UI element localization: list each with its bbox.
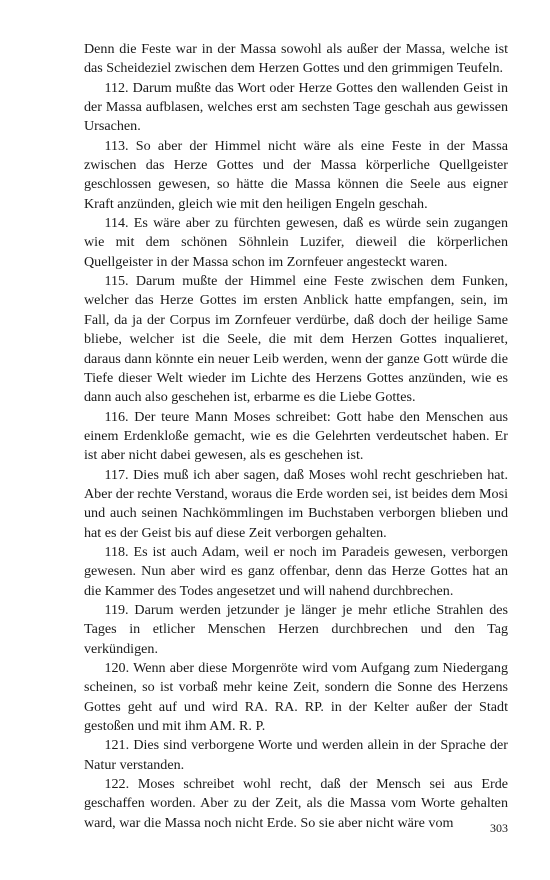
paragraph: 115. Darum mußte der Himmel eine Feste zwischen dem Funken, welcher das Herze Gottes im ersten Anblick hatte empfangen, sein, im Fall, da ja der Corpus im Zornfeuer verdürbe, daß doch der heilige Same bliebe, welcher ist die Seele, die mit dem Herzen Gottes inqualieret, daraus dann könnte ein neuer Leib werden, wenn der ganze Gott würde die Tiefe dieser Welt wieder im Lichte des Herzens Gottes anzünden, wie es dann auch also geschehen ist, erbarme es die Liebe Gottes. xyxy=(84,273,508,406)
paragraph: 120. Wenn aber diese Morgenröte wird vom Aufgang zum Niedergang scheinen, so ist vorbaß mehr keine Zeit, sondern die Sonne des Herzens Gottes geht auf und wird RA. RA. RP. in der Kelter außer der Stadt gestoßen und mit ihm AM. R. P. xyxy=(84,660,508,735)
paragraph: 118. Es ist auch Adam, weil er noch im Paradeis gewesen, verborgen gewesen. Nun aber wird es ganz offenbar, denn das Herze Gottes hat an die Kammer des Todes angesetzet und will nahend durchbrechen. xyxy=(84,543,508,599)
paragraph: Denn die Feste war in der Massa sowohl als außer der Massa, welche ist das Scheideziel zwischen dem Herzen Gottes und den grimmigen Teufeln. xyxy=(84,41,508,77)
paragraph: 116. Der teure Mann Moses schreibet: Gott habe den Menschen aus einem Erdenkloße gemacht, wie es die Gelehrten verdeutschet haben. Er ist aber nicht dabei gewesen, als es geschehen ist. xyxy=(84,408,508,464)
paragraph: 117. Dies muß ich aber sagen, daß Moses wohl recht geschrieben hat. Aber der rechte Verstand, woraus die Erde worden sei, ist beides dem Mosi und auch seinen Nachkömmlingen im Buchstaben verborgen blieben und hat es der Geist bis auf diese Zeit verborgen gehalten. xyxy=(84,466,508,541)
paragraph: 113. So aber der Himmel nicht wäre als eine Feste in der Massa zwischen das Herze Gottes und der Massa körperliche Quellgeister geschlossen gewesen, so hätte die Massa können die Seele aus eigner Kraft anzünden, gleich wie mit den heiligen Engeln geschah. xyxy=(84,137,508,212)
paragraph: 112. Darum mußte das Wort oder Herze Gottes den wallenden Geist in der Massa aufblasen, welches erst am sechsten Tage geschah aus gewissen Ursachen. xyxy=(84,79,508,135)
paragraph: 122. Moses schreibet wohl recht, daß der Mensch sei aus Erde geschaffen worden. Aber zu der Zeit, als die Massa vom Worte gehalten ward, war die Massa noch nicht Erde. So sie aber nicht wäre vom xyxy=(84,776,508,831)
page-number: 303 xyxy=(490,821,508,835)
paragraph: 119. Darum werden jetzunder je länger je mehr etliche Strahlen des Tages in etlicher Menschen Herzen durchbrechen und den Tag verkündigen. xyxy=(84,601,508,657)
paragraph: 121. Dies sind verborgene Worte und werden allein in der Sprache der Natur verstanden. xyxy=(84,737,508,773)
body-text xyxy=(84,40,508,833)
paragraph: 114. Es wäre aber zu fürchten gewesen, daß es würde sein zugangen wie mit dem schönen Söhnlein Luzifer, dieweil die körperlichen Quellgeister in der Massa schon im Zornfeuer angesteckt waren. xyxy=(84,215,508,270)
